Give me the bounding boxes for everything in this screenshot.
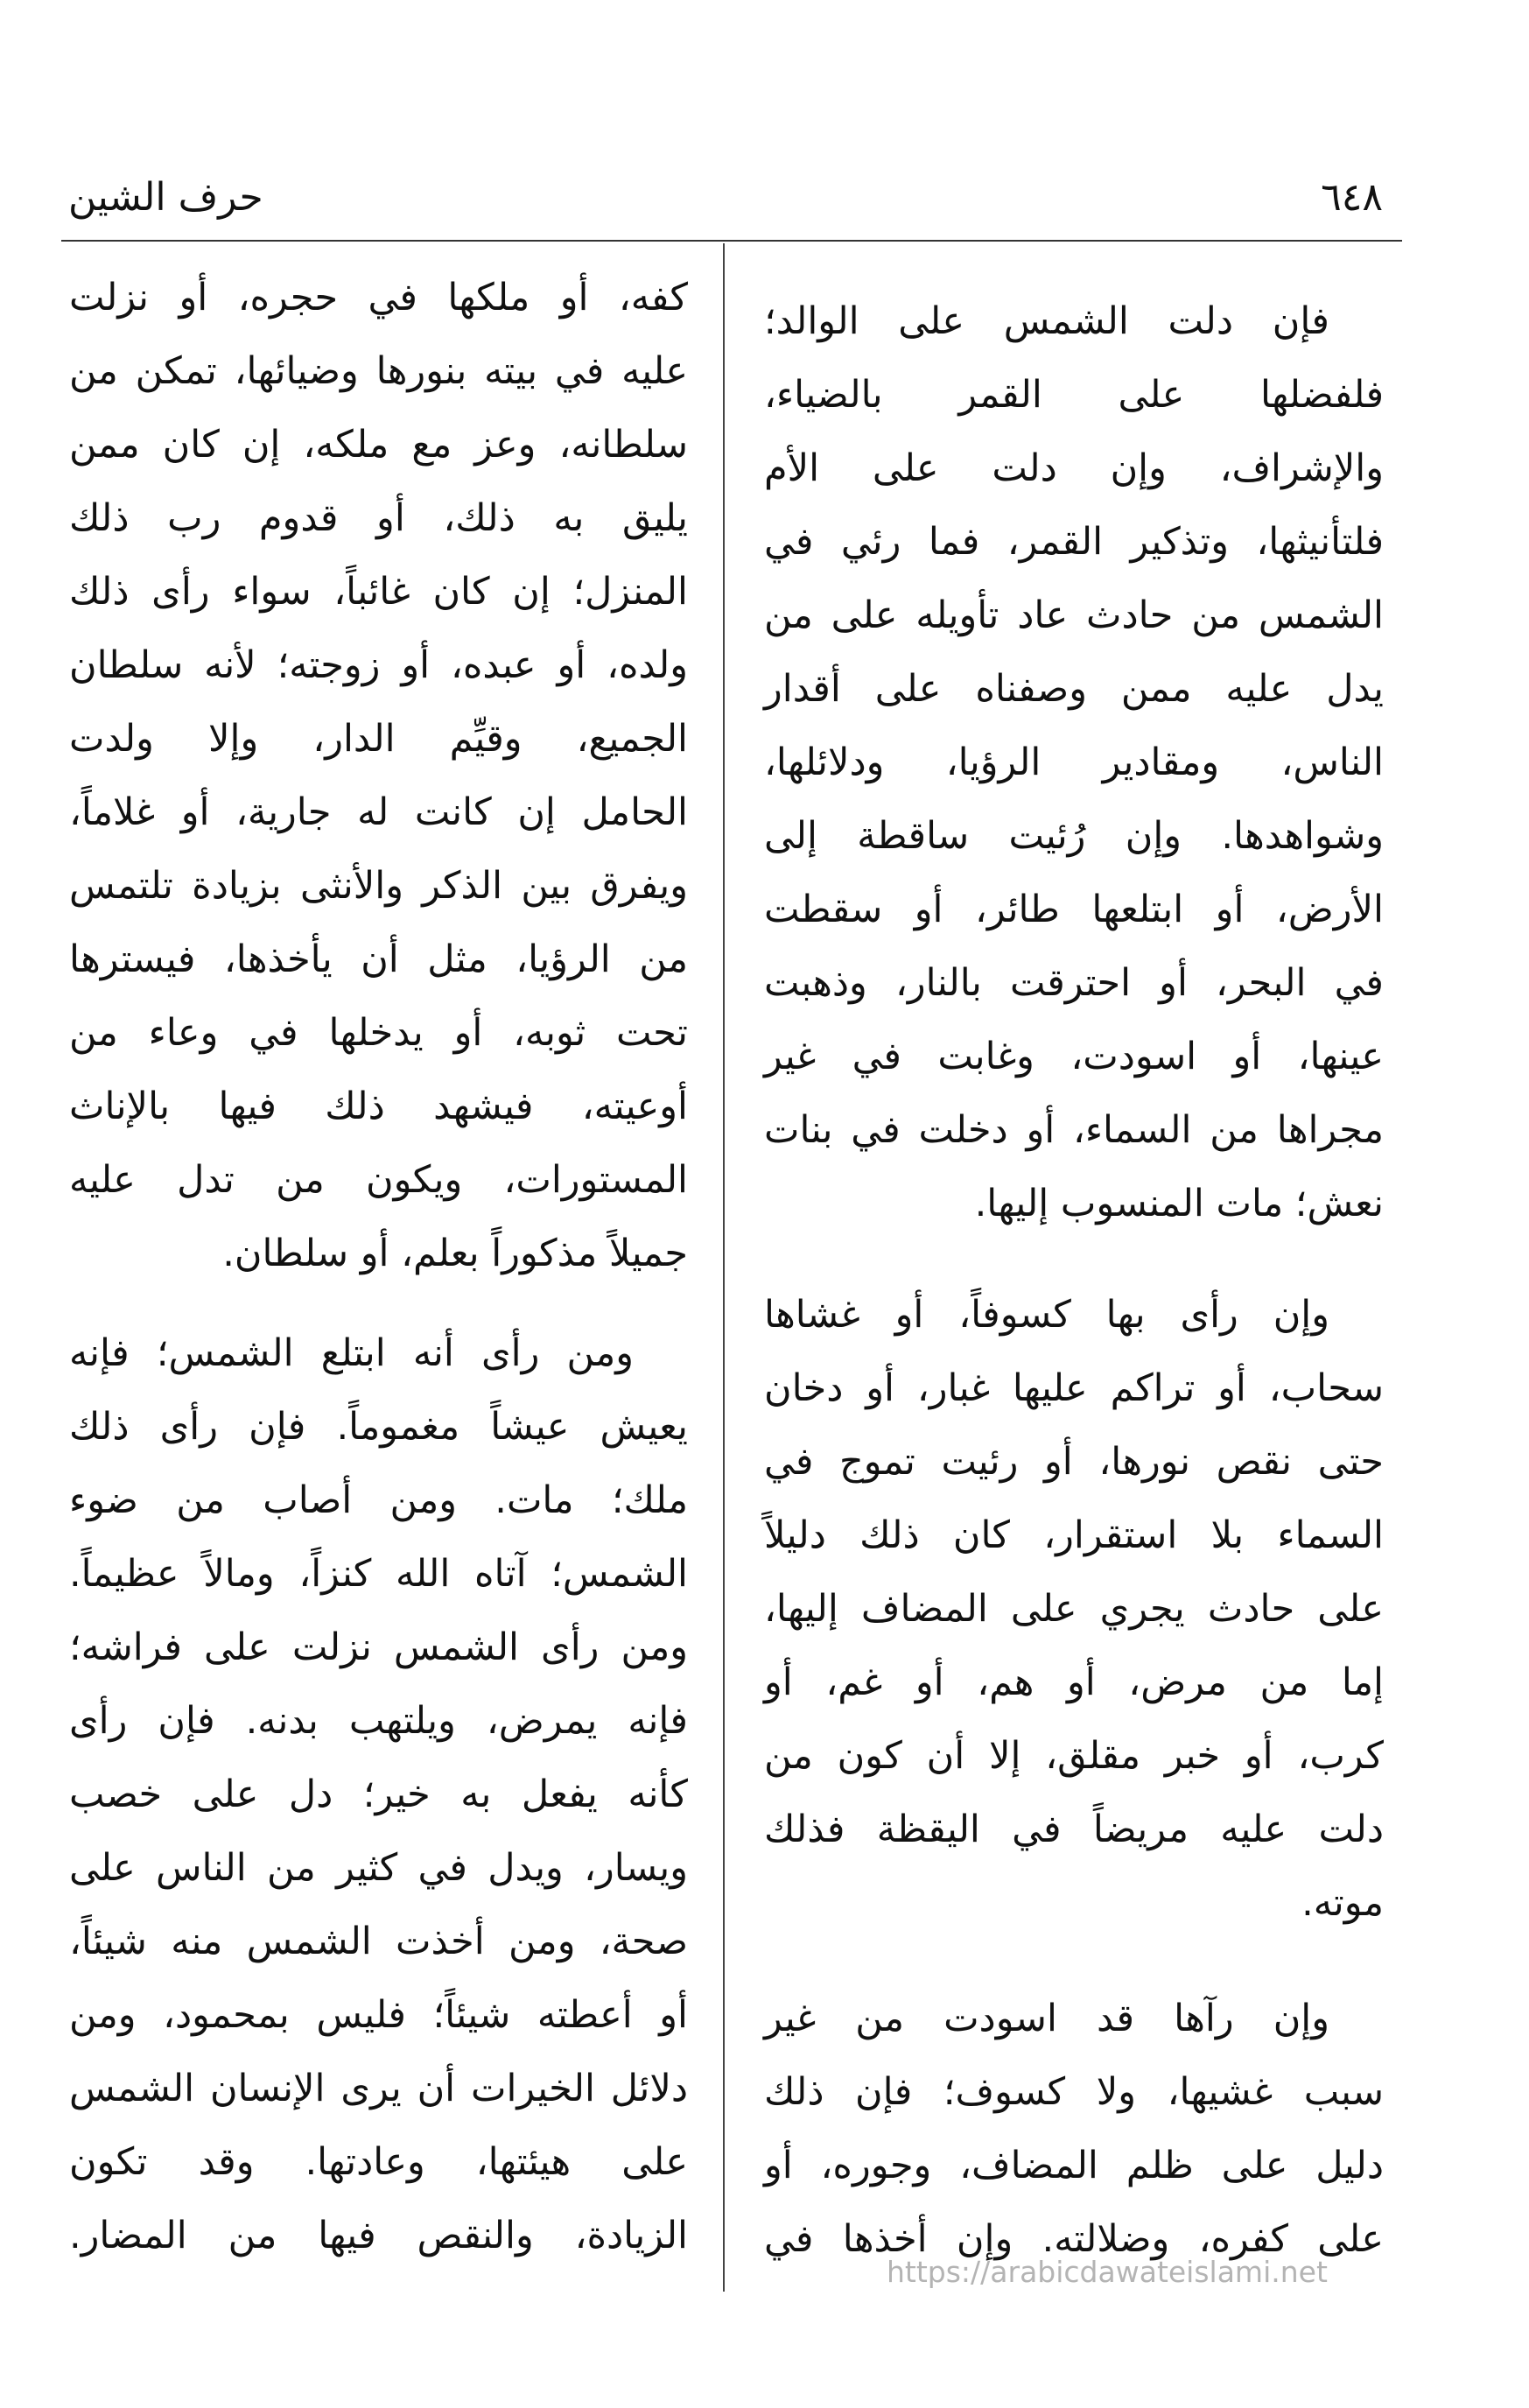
paragraph bbox=[764, 1278, 1384, 1940]
text-line: كأنه يفعل به خير؛ دل على خصب bbox=[69, 1773, 688, 1816]
text-line: والإشراف، وإن دلت على الأم bbox=[764, 446, 1384, 490]
text-line: الحامل إن كانت له جارية، أو غلاماً، bbox=[69, 790, 688, 834]
text-line: تحت ثوبه، أو يدخلها في وعاء من bbox=[69, 1011, 688, 1055]
text-line: يدل عليه ممن وصفناه على أقدار bbox=[764, 667, 1384, 711]
paragraph bbox=[69, 261, 688, 1290]
text-line: إما من مرض، أو هم، أو غم، أو bbox=[764, 1660, 1384, 1704]
text-line: فإن دلت الشمس على الوالد؛ bbox=[764, 299, 1329, 343]
page-number: ٦٤٨ bbox=[1321, 175, 1383, 220]
text-line: المنزل؛ إن كان غائباً، سواء رأى ذلك bbox=[69, 570, 688, 614]
text-line: سبب غشيها، ولا كسوف؛ فإن ذلك bbox=[764, 2070, 1384, 2114]
text-line: السماء بلا استقرار، كان ذلك دليلاً bbox=[764, 1513, 1384, 1557]
text-line: ومن رأى أنه ابتلع الشمس؛ فإنه bbox=[69, 1331, 634, 1375]
text-line: المستورات، ويكون من تدل عليه bbox=[69, 1158, 688, 1202]
text-line: يليق به ذلك، أو قدوم رب ذلك bbox=[69, 496, 688, 540]
text-line: صحة، ومن أخذت الشمس منه شيئاً، bbox=[69, 1920, 688, 1963]
text-line: كفه، أو ملكها في حجره، أو نزلت bbox=[69, 276, 688, 319]
text-line: ولده، أو عبده، أو زوجته؛ لأنه سلطان bbox=[69, 643, 688, 687]
text-line: فلفضلها على القمر بالضياء، bbox=[764, 373, 1384, 417]
text-line: على كفره، وضلالته. وإن أخذها في bbox=[764, 2217, 1384, 2261]
text-line: وإن رأى بها كسوفاً، أو غشاها bbox=[764, 1293, 1329, 1337]
text-line: حتى نقص نورها، أو رئيت تموج في bbox=[764, 1440, 1384, 1484]
text-line: ويسار، ويدل في كثير من الناس على bbox=[69, 1846, 688, 1890]
text-line: دليل على ظلم المضاف، وجوره، أو bbox=[764, 2144, 1384, 2187]
paragraph bbox=[764, 1982, 1384, 2276]
paragraph bbox=[69, 1316, 688, 2272]
text-line: كرب، أو خبر مقلق، إلا أن كون من bbox=[764, 1734, 1384, 1778]
text-line: الناس، ومقادير الرؤيا، ودلائلها، bbox=[764, 741, 1384, 784]
text-line: ومن رأى الشمس نزلت على فراشه؛ bbox=[69, 1625, 688, 1669]
header-rule bbox=[61, 240, 1402, 242]
text-line: ملك؛ مات. ومن أصاب من ضوء bbox=[69, 1478, 688, 1522]
text-line: سحاب، أو تراكم عليها غبار، أو دخان bbox=[764, 1366, 1384, 1410]
text-line: وشواهدها. وإن رُئيت ساقطة إلى bbox=[764, 814, 1384, 858]
text-line: الشمس؛ آتاه الله كنزاً، ومالاً عظيماً. bbox=[69, 1552, 688, 1596]
text-line: وإن رآها قد اسودت من غير bbox=[764, 1997, 1329, 2040]
text-line: أوعيته، فيشهد ذلك فيها بالإناث bbox=[69, 1085, 688, 1128]
text-line: فلتأنيثها، وتذكير القمر، فما رئي في bbox=[764, 520, 1384, 564]
chapter-title: حرف الشين bbox=[68, 175, 263, 220]
text-line: ويفرق بين الذكر والأنثى بزيادة تلتمس bbox=[69, 864, 688, 908]
text-line: دلت عليه مريضاً في اليقظة فذلك bbox=[764, 1808, 1384, 1851]
text-line: الزيادة، والنقص فيها من المضار. bbox=[69, 2214, 688, 2257]
text-line: سلطانه، وعز مع ملكه، إن كان ممن bbox=[69, 423, 688, 467]
watermark-url: https://arabicdawateislami.net bbox=[887, 2255, 1328, 2289]
text-line: من الرؤيا، مثل أن يأخذها، فيسترها bbox=[69, 937, 688, 981]
text-line: موته. bbox=[1301, 1881, 1384, 1925]
text-line: فإنه يمرض، ويلتهب بدنه. فإن رأى bbox=[69, 1699, 688, 1743]
text-line: على هيئتها، وعادتها. وقد تكون bbox=[69, 2140, 688, 2184]
paragraph bbox=[764, 284, 1384, 1240]
text-line: الجميع، وقيِّم الدار، وإلا ولدت bbox=[69, 717, 688, 761]
text-line: نعش؛ مات المنسوب إليها. bbox=[974, 1182, 1384, 1225]
text-line: الشمس من حادث عاد تأويله على من bbox=[764, 593, 1384, 637]
text-line: أو أعطته شيئاً؛ فليس بمحمود، ومن bbox=[69, 1993, 688, 2037]
text-line: في البحر، أو احترقت بالنار، وذهبت bbox=[764, 961, 1384, 1005]
text-line: مجراها من السماء، أو دخلت في بنات bbox=[764, 1108, 1384, 1152]
text-line: يعيش عيشاً مغموماً. فإن رأى ذلك bbox=[69, 1405, 688, 1449]
text-line: عينها، أو اسودت، وغابت في غير bbox=[764, 1035, 1384, 1078]
column-divider bbox=[723, 243, 725, 2292]
text-line: الأرض، أو ابتلعها طائر، أو سقطت bbox=[764, 888, 1384, 931]
text-line: جميلاً مذكوراً بعلم، أو سلطان. bbox=[222, 1232, 688, 1275]
text-line: على حادث يجري على المضاف إليها، bbox=[764, 1587, 1384, 1631]
text-line: دلائل الخيرات أن يرى الإنسان الشمس bbox=[69, 2067, 688, 2110]
text-line: عليه في بيته بنورها وضيائها، تمكن من bbox=[69, 349, 688, 393]
